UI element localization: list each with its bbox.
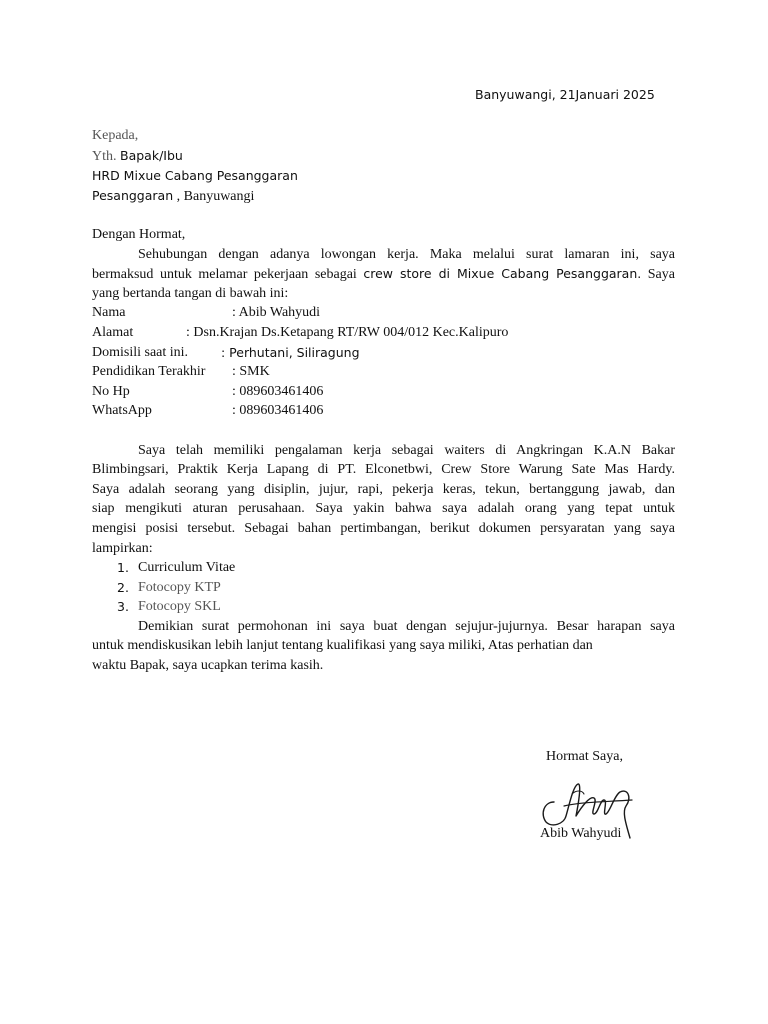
para3-line1: Demikian surat permohonan ini saya buat dengan sejujur-jujurnya. Besar harapan saya	[138, 618, 675, 634]
attachment-text: Fotocopy SKL	[138, 599, 221, 615]
field-label: WhatsApp	[92, 403, 152, 419]
position-highlight: crew store di Mixue Cabang Pesanggaran.	[363, 266, 642, 282]
field-value: : 089603461406	[232, 403, 324, 419]
para3-line2: untuk mendiskusikan lebih lanjut tentang kualifikasi yang saya miliki, Atas perhatian dan	[92, 638, 593, 654]
field-value: : 089603461406	[232, 383, 324, 399]
para2-line3: Saya adalah seorang yang disiplin, jujur, rapi, pekerja keras, tekun, bertanggung jawab, dan	[92, 481, 675, 497]
para2-line2: Blimbingsari, Praktik Kerja Lapang di PT. Elconetbwi, Crew Store Warung Sate Mas Hardy.	[92, 462, 675, 478]
letter-body	[92, 225, 675, 676]
para2-line5: mengisi posisi tersebut. Sebagai bahan pertimbangan, berikut dokumen persyaratan yang saya	[92, 520, 675, 536]
attachment-number: 2.	[117, 579, 129, 595]
recipient-location-b: , Banyuwangi	[173, 188, 255, 204]
closing-salam: Hormat Saya,	[546, 749, 623, 764]
yth-line	[92, 146, 675, 166]
attachment-text: Curriculum Vitae	[138, 560, 236, 576]
para1-line2-a: bermaksud untuk melamar pekerjaan sebagai	[92, 267, 357, 283]
para1-line2	[92, 264, 675, 284]
date-place: Banyuwangi, 21Januari 2025	[475, 87, 655, 102]
salutation: Dengan Hormat,	[92, 227, 186, 242]
field-label: Domisili saat ini.	[92, 344, 189, 360]
field-label: Alamat	[92, 324, 134, 340]
recipient-company: HRD Mixue Cabang Pesanggaran	[92, 168, 298, 184]
para1-line2-c: Saya	[647, 267, 675, 283]
recipient-location	[92, 186, 675, 206]
field-domisili	[92, 343, 675, 363]
field-alamat	[92, 323, 675, 343]
field-label: Nama	[92, 305, 126, 321]
recipient-block	[92, 126, 675, 205]
field-value: : Abib Wahyudi	[232, 305, 321, 321]
attachment-number: 3.	[117, 599, 129, 615]
attachment-item	[92, 597, 675, 617]
field-label: Pendidikan Terakhir	[92, 364, 206, 380]
para2-line1: Saya telah memiliki pengalaman kerja sebagai waiters di Angkringan K.A.N Bakar	[138, 442, 675, 458]
kepada-line: Kepada,	[92, 128, 139, 143]
signer-name: Abib Wahyudi	[540, 826, 622, 841]
field-nohp	[92, 382, 675, 402]
yth-name: Bapak/Ibu	[120, 147, 183, 163]
para2-line6: lampirkan:	[92, 540, 153, 556]
attachment-number: 1.	[117, 560, 129, 576]
field-label: No Hp	[92, 383, 130, 399]
field-nama	[92, 303, 675, 323]
field-whatsapp	[92, 401, 675, 421]
attachment-item	[92, 578, 675, 598]
yth-prefix: Yth.	[92, 148, 117, 164]
recipient-location-a: Pesanggaran	[92, 187, 174, 203]
attachment-text: Fotocopy KTP	[138, 579, 221, 595]
field-value: : Dsn.Krajan Ds.Ketapang RT/RW 004/012 Kec.Kalipuro	[186, 324, 509, 340]
attachment-item	[92, 558, 675, 578]
field-value: : Perhutani, Siliragung	[221, 344, 360, 360]
para3-line3: waktu Bapak, saya ucapkan terima kasih.	[92, 658, 324, 674]
field-value: : SMK	[232, 364, 270, 380]
field-pendidikan	[92, 362, 675, 382]
para1-line3: yang bertanda tangan di bawah ini:	[92, 285, 289, 301]
para1-line1: Sehubungan dengan adanya lowongan kerja. Maka melalui surat lamaran ini, saya	[138, 246, 675, 262]
para2-line4: siap mengikuti aturan perusahaan. Saya yakin bahwa saya adalah orang yang tepat untuk	[92, 501, 675, 517]
